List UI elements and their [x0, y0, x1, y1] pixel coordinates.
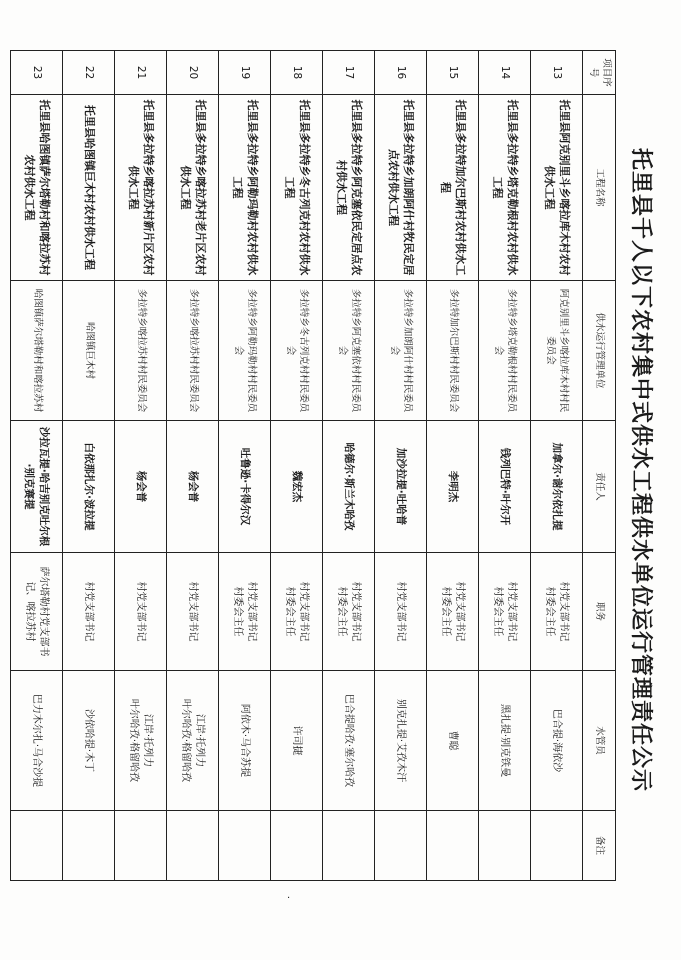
- project-name: 托里县多拉特乡冬古列克村农村供水工程: [271, 95, 323, 281]
- remarks: [427, 811, 479, 881]
- water-manager: 许司捷: [271, 671, 323, 811]
- remarks: [323, 811, 375, 881]
- position: 村党支部书记 村委会主任: [323, 553, 375, 671]
- responsible-person: 加拿尔·谢尔依扎提: [531, 421, 583, 553]
- project-name: 托里县哈图镇萨尔塔勒村和喀拉苏村农村供水工程: [11, 95, 63, 281]
- position: 村党支部书记 村委会主任: [271, 553, 323, 671]
- water-manager: 江岸·托列力 叶尔哈孜·格留哈孜: [115, 671, 167, 811]
- table-row: [375, 51, 427, 881]
- position: 村党支部书记 村委会主任: [531, 553, 583, 671]
- row-number: 23: [11, 51, 63, 95]
- project-name: 托里县多拉特乡阿克塞依民定居点农村供水工程: [323, 95, 375, 281]
- header-cell: 水管员: [583, 671, 616, 811]
- table-row: [167, 51, 219, 881]
- project-name: 托里县多拉特乡喀拉苏村新片区农村供水工程: [115, 95, 167, 281]
- row-number: 16: [375, 51, 427, 95]
- row-number: 19: [219, 51, 271, 95]
- remarks: [11, 811, 63, 881]
- table-row: [531, 51, 583, 881]
- remarks: [531, 811, 583, 881]
- row-number: 17: [323, 51, 375, 95]
- header-cell: 职务: [583, 553, 616, 671]
- project-name: 托里县多拉特乡加朗阿什村牧民定居点农村供水工程: [375, 95, 427, 281]
- position: 村党支部书记: [63, 553, 115, 671]
- water-manager: 江岸·托列力 叶尔哈孜·格留哈孜: [167, 671, 219, 811]
- project-name: 托里县哈图镇巨木村农村供水工程: [63, 95, 115, 281]
- water-manager: 黑扎提·别克铁曼: [479, 671, 531, 811]
- project-name: 托里县多拉特乡喀拉苏村老片区农村供水工程: [167, 95, 219, 281]
- position: 村党支部书记: [375, 553, 427, 671]
- responsible-person: 杨会普: [115, 421, 167, 553]
- project-name: 托里县阿克别里斗乡喀拉库木村农村供水工程: [531, 95, 583, 281]
- responsible-person: 沙拉瓦提·哈吉别克吐尔根 ·别克赛提: [11, 421, 63, 553]
- row-number: 18: [271, 51, 323, 95]
- header-cell: 责任人: [583, 421, 616, 553]
- management-unit: 哈图镇巨木村: [63, 281, 115, 421]
- remarks: [115, 811, 167, 881]
- rotated-document: [23, 50, 660, 890]
- management-unit: 多拉特乡冬古列克村村民委员会: [271, 281, 323, 421]
- management-unit: 多拉特乡塔克勒根村村民委员会: [479, 281, 531, 421]
- responsible-person: 哈德尔·斯兰木哈孜: [323, 421, 375, 553]
- responsible-person: 加沙拉提·吐哈普: [375, 421, 427, 553]
- table-row: [427, 51, 479, 881]
- management-unit: 多拉特乡喀拉苏村村民委员会: [167, 281, 219, 421]
- row-number: 20: [167, 51, 219, 95]
- management-unit: 多拉特乡阿勒玛勒村村民委员会: [219, 281, 271, 421]
- position: 村党支部书记: [167, 553, 219, 671]
- water-manager: 曹聪: [427, 671, 479, 811]
- water-manager: 巴合提哈孜·塞尔哈孜: [323, 671, 375, 811]
- water-manager: 阿依木·马合苏提: [219, 671, 271, 811]
- responsible-person: 白依那扎尔·波拉提: [63, 421, 115, 553]
- row-number: 14: [479, 51, 531, 95]
- remarks: [219, 811, 271, 881]
- table-row: [63, 51, 115, 881]
- remarks: [375, 811, 427, 881]
- management-unit: 多拉特乡阿克塞依村村民委员会: [323, 281, 375, 421]
- water-manager: 沙依哈提·木丁: [63, 671, 115, 811]
- water-manager: 别克扎提·艾孜木汗: [375, 671, 427, 811]
- row-number: 13: [531, 51, 583, 95]
- row-number: 22: [63, 51, 115, 95]
- table-row: [11, 51, 63, 881]
- table-row: [479, 51, 531, 881]
- water-manager: 巴合提·海依沙: [531, 671, 583, 811]
- project-name: 托里县多拉特加尔巴斯村农村供水工程: [427, 95, 479, 281]
- header-cell: 工程名称: [583, 95, 616, 281]
- management-unit: 哈图镇萨尔塔勒村和喀拉苏村: [11, 281, 63, 421]
- remarks: [63, 811, 115, 881]
- footer-mark: ·: [287, 893, 291, 904]
- remarks: [167, 811, 219, 881]
- position: 村党支部书记 村委会主任: [219, 553, 271, 671]
- management-unit: 阿克别里斗乡喀拉库木村村民委员会: [531, 281, 583, 421]
- remarks: [479, 811, 531, 881]
- document-title: 托里县千人以下农村集中式供水工程供水单位运行管理责任公示: [628, 147, 653, 792]
- project-name: 托里县多拉特乡塔克勒根村农村供水工程: [479, 95, 531, 281]
- responsible-person: 杨会普: [167, 421, 219, 553]
- responsible-person: 钱列巴特·叶尔开: [479, 421, 531, 553]
- header-cell: 备注: [583, 811, 616, 881]
- management-unit: 多拉特加尔巴斯村村民委员会: [427, 281, 479, 421]
- water-manager: 巴力木尔扎·马合沙提: [11, 671, 63, 811]
- project-name: 托里县多拉特乡阿勒玛勒村农村供水工程: [219, 95, 271, 281]
- table-row: [115, 51, 167, 881]
- position: 萨尔塔勒村党支部书记、喀拉苏村: [11, 553, 63, 671]
- table-row: [219, 51, 271, 881]
- header-cell: 供水运行管理单位: [583, 281, 616, 421]
- position: 村党支部书记 村委会主任: [479, 553, 531, 671]
- management-unit: 多拉特乡喀拉苏村村民委员会: [115, 281, 167, 421]
- responsible-person: 李明杰: [427, 421, 479, 553]
- remarks: [271, 811, 323, 881]
- management-unit: 多拉特乡加朗阿什村村民委员会: [375, 281, 427, 421]
- header-cell: 项目序号: [583, 51, 616, 95]
- responsibility-table: [10, 50, 616, 881]
- row-number: 21: [115, 51, 167, 95]
- responsible-person: 吐鲁逊·卡得尔汉: [219, 421, 271, 553]
- table-row: [323, 51, 375, 881]
- responsible-person: 魏宏杰: [271, 421, 323, 553]
- row-number: 15: [427, 51, 479, 95]
- table-header-row: [583, 51, 616, 881]
- position: 村党支部书记 村委会主任: [427, 553, 479, 671]
- position: 村党支部书记: [115, 553, 167, 671]
- table-row: [271, 51, 323, 881]
